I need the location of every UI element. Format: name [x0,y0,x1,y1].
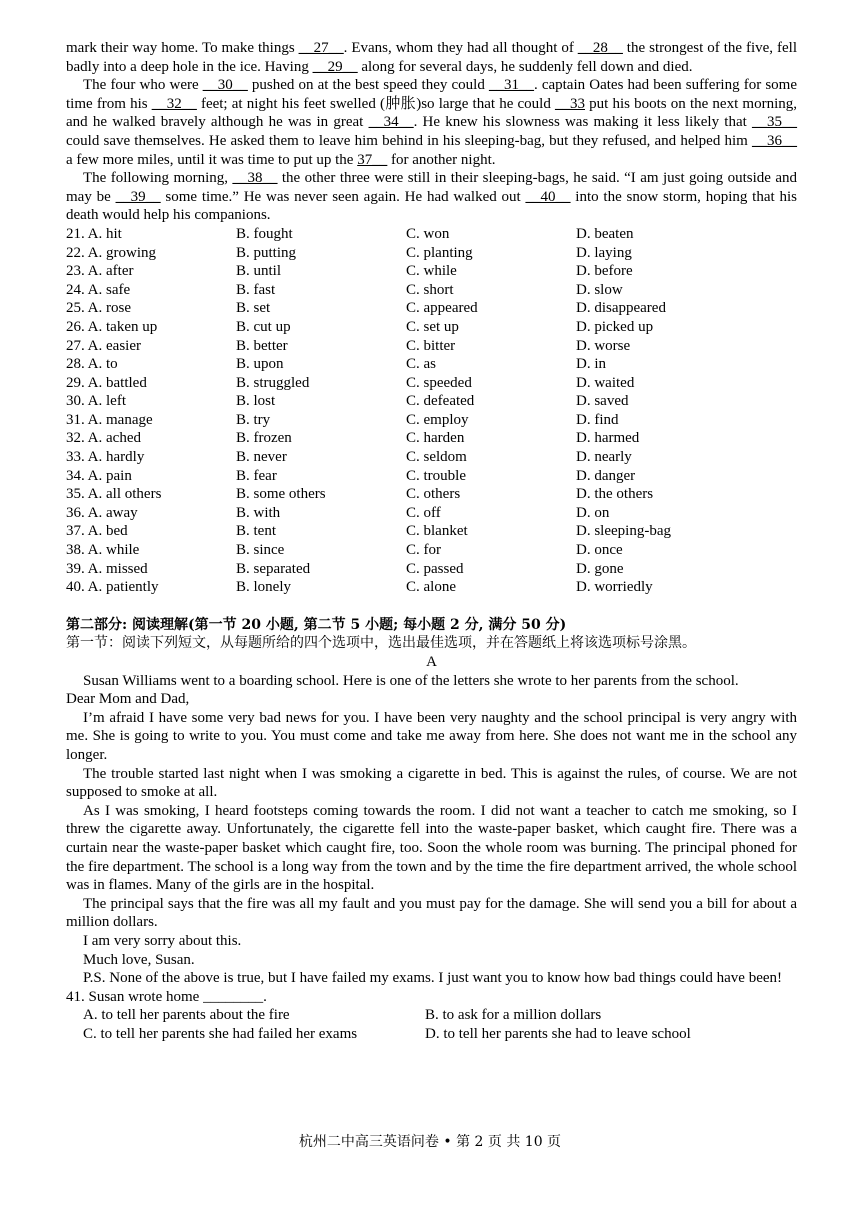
question-41-stem: 41. Susan wrote home ________. [66,988,267,1005]
cloze-blank: __33 [555,95,585,112]
question-41-options-row-2 [66,1025,797,1044]
passage-text: the other three were still in their sleeping-bags, he said. “I am just going outside and may be [66,170,797,205]
cloze-option: D. danger [576,467,636,484]
cloze-option-row [66,467,797,486]
cloze-option: D. picked up [576,318,654,335]
cloze-option: D. worriedly [576,579,653,596]
letter-salutation: Dear Mom and Dad, [66,691,190,708]
cloze-option: 39. A. missed [66,560,148,577]
passage-text: some time.” He was never seen again. He had walked out [160,188,526,205]
cloze-option: C. as [406,356,436,373]
question-41-option-b: B. to ask for a million dollars [425,1007,602,1024]
cloze-option: D. saved [576,393,629,410]
cloze-option: B. fast [236,281,276,298]
cloze-option: C. blanket [406,523,468,540]
passage-text: The four who were [83,77,203,94]
letter-body [66,709,797,932]
cloze-blank: __34__ [368,114,414,131]
section-label: A [426,654,437,670]
cloze-option: B. fear [236,467,277,484]
cloze-option: D. disappeared [576,300,666,317]
cloze-option: 36. A. away [66,504,138,521]
cloze-option: C. off [406,504,441,521]
cloze-option: C. alone [406,579,456,596]
letter-postscript: P.S. None of the above is true, but I have failed my exams. I just want you to know how bad things could have been! [83,970,783,987]
cloze-option-row [66,448,797,467]
cloze-option: C. won [406,225,450,242]
exam-page [66,39,797,1043]
passage-text: The following morning, [83,170,233,187]
cloze-option-row [66,244,797,263]
cloze-blank: __40__ [525,188,571,205]
cloze-option: B. cut up [236,318,291,335]
cloze-blank: __38__ [232,170,278,187]
cloze-option: C. passed [406,560,464,577]
passage-text: . He knew his slowness was making it less likely that [413,114,753,131]
cloze-option: 28. A. to [66,356,118,373]
cloze-option: B. since [236,542,285,559]
letter-apology: I am very sorry about this. [83,932,242,949]
cloze-option: 24. A. safe [66,281,131,298]
cloze-option-row [66,262,797,281]
cloze-blank: 37__ [357,151,388,168]
cloze-option: 38. A. while [66,542,140,559]
cloze-option: B. fought [236,225,293,242]
page-footer: 杭州二中高三英语问卷 • 第 2 页 共 10 页 [298,1134,562,1150]
cloze-option: D. sleeping-bag [576,523,671,540]
cloze-blank: __32__ [151,95,197,112]
letter-intro: Susan Williams went to a boarding school. Here is one of the letters she wrote to her parents from the school. [83,672,739,689]
passage-text: the strongest of the five, fell badly into a deep hole in the ice. Having [66,40,798,75]
cloze-option: D. laying [576,244,632,261]
letter-paragraph: The trouble started last night when I was smoking a cigarette in bed. This is against the rules, of course. We are not supposed to smoke at all. [66,765,797,801]
cloze-option: B. frozen [236,430,292,447]
cloze-option: C. trouble [406,467,466,484]
passage-text: mark their way home. To make things [66,40,299,56]
cloze-option: D. once [576,542,623,559]
cloze-option: C. for [406,542,441,559]
cloze-option: B. try [236,411,271,428]
cloze-option: 30. A. left [66,393,126,410]
cloze-option: D. slow [576,281,623,298]
cloze-option: B. struggled [236,374,310,391]
cloze-option: 25. A. rose [66,300,131,317]
cloze-option: D. gone [576,560,624,577]
question-41-option-a: A. to tell her parents about the fire [83,1007,290,1024]
part2-instruction: 第一节：阅读下列短文，从每题所给的四个选项中，选出最佳选项，并在答题纸上将该选项标号涂黑。 [66,635,696,652]
cloze-option: 33. A. hardly [66,449,145,466]
cloze-option: B. separated [236,560,311,577]
letter-paragraph: The principal says that the fire was all my fault and you must pay for the damage. She will send you a bill for about a million dollars. [66,895,797,931]
cloze-option-row [66,281,797,300]
cloze-option: 29. A. battled [66,374,147,391]
cloze-option: C. bitter [406,337,456,354]
question-41-option-d: D. to tell her parents she had to leave school [425,1025,691,1042]
cloze-option: 31. A. manage [66,411,153,428]
cloze-blank: __28__ [577,40,623,56]
cloze-options-list [66,225,797,597]
cloze-option: B. lost [236,393,276,410]
cloze-option: C. harden [406,430,465,447]
cloze-option: C. employ [406,411,469,428]
passage-text: feet; at night his feet swelled (肿胀)so large that he could [196,95,555,112]
passage-text: along for several days, he suddenly fell down and died. [357,58,693,75]
cloze-option-row [66,411,797,430]
cloze-option: D. waited [576,374,635,391]
cloze-option: D. harmed [576,430,640,447]
cloze-option: 26. A. taken up [66,318,158,335]
cloze-option: 34. A. pain [66,467,132,484]
cloze-option-row [66,429,797,448]
cloze-option: C. while [406,263,457,280]
cloze-option: C. appeared [406,300,478,317]
cloze-option: D. nearly [576,449,632,466]
passage-text: . captain Oates had been suffering for some time from his [66,77,797,112]
cloze-option: C. short [406,281,454,298]
cloze-blank: __35__ [752,114,798,131]
cloze-option-row [66,318,797,337]
passage-text: put his boots on the next morning, and he walked bravely although he was in great [66,95,797,131]
passage-text: for another night. [387,151,496,168]
passage-text: could save themselves. He asked them to leave him behind in his sleeping-bag, but they refused, and helped him [66,132,752,149]
passage-text: pushed on at the best speed they could [247,77,489,94]
cloze-option: C. defeated [406,393,475,410]
cloze-option: D. beaten [576,225,634,242]
cloze-option-row [66,504,797,523]
letter-closing: Much love, Susan. [83,951,195,968]
cloze-option: D. find [576,411,619,428]
cloze-option: C. set up [406,318,459,335]
cloze-option: D. worse [576,337,631,354]
cloze-option: B. until [236,263,282,280]
question-41-options-row-1 [66,1006,797,1025]
cloze-blank: __36__ [752,132,797,149]
cloze-option-row [66,374,797,393]
cloze-option: B. lonely [236,579,291,596]
question-41-option-c: C. to tell her parents she had failed her exams [83,1025,358,1042]
cloze-option: D. the others [576,486,654,503]
cloze-option: C. planting [406,244,473,261]
cloze-option: 27. A. easier [66,337,141,354]
cloze-option: 22. A. growing [66,244,156,261]
cloze-option: B. putting [236,244,297,261]
cloze-paragraph-3 [66,169,797,225]
cloze-option: 40. A. patiently [66,579,159,596]
cloze-blank: __27__ [298,40,344,56]
cloze-option: B. better [236,337,288,354]
cloze-blank: __30__ [202,77,248,94]
cloze-paragraph-1 [66,39,797,76]
cloze-option: C. others [406,486,461,503]
cloze-option-row [66,337,797,356]
cloze-option-row [66,560,797,579]
passage-text: a few more miles, until it was time to put up the [66,151,358,168]
cloze-option: C. seldom [406,449,467,466]
cloze-option: D. before [576,263,633,280]
cloze-option: 21. A. hit [66,225,122,242]
passage-text: into the snow storm, hoping that his death would help his companions. [66,188,797,224]
cloze-option-row [66,392,797,411]
cloze-option: B. never [236,449,287,466]
cloze-option-row [66,355,797,374]
cloze-blank: __39__ [115,188,161,205]
letter-paragraph: As I was smoking, I heard footsteps coming towards the room. I did not want a teacher to catch me smoking, so I threw the cigarette away. Unfortunately, the cigarette fell into the waste-paper basket, which caught fire. There was a curtain near the waste-paper basket which caught fire, too. Soon the whole room was burning. The principal phoned for the fire department. The school is a long way from the town and by the time the fire department arrived, the whole school was in flames. Many of the girls are in the hospital. [66,802,797,894]
part2-heading: 第二部分: 阅读理解(第一节 20 小题, 第二节 5 小题; 每小题 2 分, 满分 50 分) [66,616,567,633]
cloze-option-row [66,485,797,504]
cloze-option: 35. A. all others [66,486,162,503]
cloze-option: B. upon [236,356,284,373]
cloze-option: C. speeded [406,374,472,391]
cloze-option: B. tent [236,523,276,540]
cloze-option-row [66,299,797,318]
cloze-option: B. some others [236,486,326,503]
passage-text: . Evans, whom they had all thought of [343,40,578,56]
cloze-paragraph-2 [66,76,797,169]
cloze-option-row [66,541,797,560]
cloze-option: B. set [236,300,271,317]
cloze-option-row [66,225,797,244]
cloze-option: B. with [236,504,281,521]
cloze-option: 23. A. after [66,263,134,280]
cloze-option: 32. A. ached [66,430,141,447]
letter-paragraph: I’m afraid I have some very bad news for you. I have been very naughty and the school principal is very angry with me. She is going to write to you. You must come and take me away from here. She does not want me in the school any longer. [66,709,797,763]
cloze-blank: __29__ [312,58,358,75]
cloze-option-row [66,578,797,597]
cloze-option-row [66,522,797,541]
cloze-option: D. on [576,504,610,521]
cloze-option: D. in [576,356,606,373]
cloze-option: 37. A. bed [66,523,128,540]
cloze-blank: __31__ [488,77,534,94]
